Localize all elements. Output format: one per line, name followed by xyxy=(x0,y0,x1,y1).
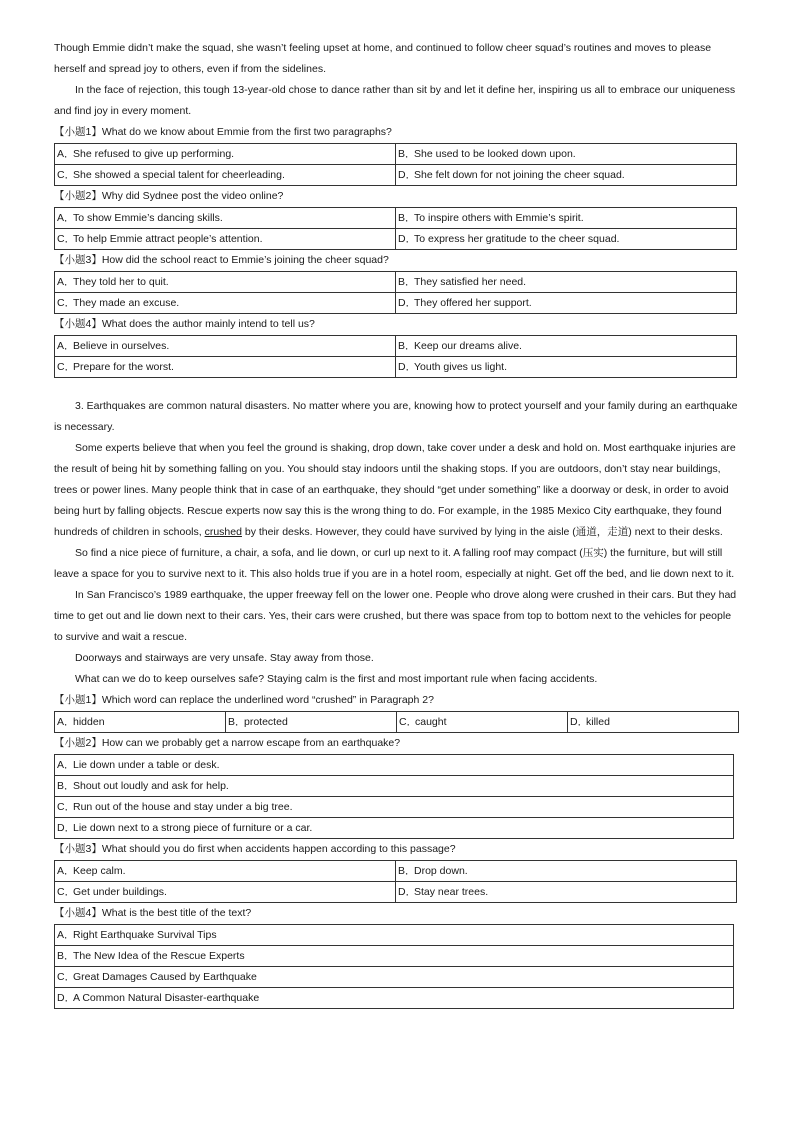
underlined-word: crushed xyxy=(204,526,242,538)
option-letter: B． xyxy=(398,340,416,352)
passage-paragraph: In San Francisco’s 1989 earthquake, the upper freeway fell on the lower one. People who drove along were crushed in their cars. But they had time to get out and lie down next to their cars. Yes, their cars were crushed, but there was space from top to bottom next to the vehicles for people to survive and wait a rescue. xyxy=(54,589,737,643)
option-a[interactable] xyxy=(55,336,396,357)
option-text: She felt down for not joining the cheer squad. xyxy=(414,169,625,181)
option-c[interactable] xyxy=(55,165,396,186)
option-text: Shout out loudly and ask for help. xyxy=(73,780,229,792)
document-page xyxy=(54,38,740,1009)
option-letter: D． xyxy=(398,169,417,181)
question-label: 【小题2】Why did Sydnee post the video online? xyxy=(54,190,284,202)
option-letter: C． xyxy=(57,297,76,309)
option-d[interactable] xyxy=(55,818,734,839)
option-letter: D． xyxy=(57,992,76,1004)
option-text: She refused to give up performing. xyxy=(73,148,235,160)
option-letter: D． xyxy=(398,361,417,373)
option-c[interactable] xyxy=(55,229,396,250)
option-letter: B． xyxy=(228,716,246,728)
options-table xyxy=(54,754,734,839)
option-d[interactable] xyxy=(396,357,737,378)
option-text: Keep our dreams alive. xyxy=(414,340,522,352)
option-b[interactable] xyxy=(396,144,737,165)
option-text: To inspire others with Emmie’s spirit. xyxy=(414,212,584,224)
option-letter: A． xyxy=(57,340,75,352)
section-gap xyxy=(54,378,740,396)
options-table xyxy=(54,271,737,314)
option-text: Keep calm. xyxy=(73,865,126,877)
option-letter: B． xyxy=(57,780,75,792)
option-letter: B． xyxy=(398,276,416,288)
options-table xyxy=(54,143,737,186)
option-text: Drop down. xyxy=(414,865,468,877)
option-text: To express her gratitude to the cheer squad. xyxy=(414,233,620,245)
option-letter: B． xyxy=(398,865,416,877)
option-letter: C． xyxy=(57,361,76,373)
option-text: Lie down under a table or desk. xyxy=(73,759,220,771)
option-c[interactable] xyxy=(55,882,396,903)
option-text: She used to be looked down upon. xyxy=(414,148,576,160)
option-letter: D． xyxy=(398,886,417,898)
passage-paragraph xyxy=(54,438,740,543)
option-letter: A． xyxy=(57,148,75,160)
option-c[interactable] xyxy=(397,712,568,733)
question-label: 【小题1】What do we know about Emmie from the first two paragraphs? xyxy=(54,126,392,138)
question-label: 【小题3】What should you do first when accidents happen according to this passage? xyxy=(54,843,456,855)
option-d[interactable] xyxy=(396,293,737,314)
option-letter: A． xyxy=(57,865,75,877)
option-text: caught xyxy=(415,716,447,728)
option-c[interactable] xyxy=(55,357,396,378)
options-table xyxy=(54,335,737,378)
option-c[interactable] xyxy=(55,967,734,988)
options-table xyxy=(54,860,737,903)
option-d[interactable] xyxy=(396,165,737,186)
option-b[interactable] xyxy=(55,776,734,797)
option-text: Right Earthquake Survival Tips xyxy=(73,929,217,941)
option-letter: A． xyxy=(57,759,75,771)
passage-paragraph: What can we do to keep ourselves safe? Staying calm is the first and most important rule when facing accidents. xyxy=(75,673,598,685)
option-a[interactable] xyxy=(55,861,396,882)
option-c[interactable] xyxy=(55,797,734,818)
paragraph-text: by their desks. However, they could have survived by lying in the aisle (通道，走道) next to their desks. xyxy=(241,526,723,538)
option-letter: C． xyxy=(57,801,76,813)
option-text: Great Damages Caused by Earthquake xyxy=(73,971,257,983)
option-text: Youth gives us light. xyxy=(414,361,508,373)
option-b[interactable] xyxy=(226,712,397,733)
option-text: Get under buildings. xyxy=(73,886,167,898)
option-text: She showed a special talent for cheerleading. xyxy=(73,169,285,181)
option-b[interactable] xyxy=(396,336,737,357)
option-letter: A． xyxy=(57,276,75,288)
option-a[interactable] xyxy=(55,925,734,946)
option-text: The New Idea of the Rescue Experts xyxy=(73,950,245,962)
option-a[interactable] xyxy=(55,755,734,776)
option-text: hidden xyxy=(73,716,105,728)
option-b[interactable] xyxy=(55,946,734,967)
option-b[interactable] xyxy=(396,861,737,882)
options-table xyxy=(54,711,739,733)
option-text: protected xyxy=(244,716,288,728)
option-letter: B． xyxy=(398,148,416,160)
option-text: killed xyxy=(586,716,610,728)
option-text: Prepare for the worst. xyxy=(73,361,174,373)
option-letter: A． xyxy=(57,716,75,728)
option-text: They made an excuse. xyxy=(73,297,180,309)
question-label: 【小题4】What is the best title of the text? xyxy=(54,907,252,919)
question-label: 【小题1】Which word can replace the underlined word “crushed” in Paragraph 2? xyxy=(54,694,434,706)
option-d[interactable] xyxy=(568,712,739,733)
option-a[interactable] xyxy=(55,144,396,165)
option-d[interactable] xyxy=(55,988,734,1009)
option-text: Run out of the house and stay under a big tree. xyxy=(73,801,293,813)
option-text: They satisfied her need. xyxy=(414,276,527,288)
option-letter: A． xyxy=(57,212,75,224)
option-letter: B． xyxy=(57,950,75,962)
option-letter: C． xyxy=(57,233,76,245)
option-b[interactable] xyxy=(396,272,737,293)
option-letter: D． xyxy=(398,233,417,245)
option-a[interactable] xyxy=(55,272,396,293)
question-label: 【小题2】How can we probably get a narrow escape from an earthquake? xyxy=(54,737,401,749)
option-letter: C． xyxy=(399,716,418,728)
option-c[interactable] xyxy=(55,293,396,314)
option-b[interactable] xyxy=(396,208,737,229)
option-a[interactable] xyxy=(55,712,226,733)
option-letter: C． xyxy=(57,886,76,898)
option-text: A Common Natural Disaster-earthquake xyxy=(73,992,260,1004)
option-letter: D． xyxy=(570,716,589,728)
option-a[interactable] xyxy=(55,208,396,229)
option-text: To show Emmie’s dancing skills. xyxy=(73,212,223,224)
option-d[interactable] xyxy=(396,229,737,250)
option-text: They told her to quit. xyxy=(73,276,169,288)
option-letter: C． xyxy=(57,971,76,983)
paragraph-text: Some experts believe that when you feel the ground is shaking, drop down, take cover under a desk and hold on. Most earthquake injuries are the result of being hit by something falling on you. You should stay indoors until the shaking stops. If you are outdoors, don’t stay near buildings, trees or power lines. Many people think that in case of an earthquake, they should “get under something” like a doorway or desk, in order to avoid being hurt by falling objects. Rescue experts now say this is the wrong thing to do. For example, in the 1985 Mexico City earthquake, they found hundreds of children in schools, xyxy=(54,442,736,538)
option-text: Stay near trees. xyxy=(414,886,489,898)
passage-paragraph: In the face of rejection, this tough 13-year-old chose to dance rather than sit by and let it define her, inspiring us all to embrace our uniqueness and find joy in every moment. xyxy=(54,84,736,117)
option-letter: A． xyxy=(57,929,75,941)
option-text: They offered her support. xyxy=(414,297,532,309)
options-table xyxy=(54,207,737,250)
option-d[interactable] xyxy=(396,882,737,903)
passage-paragraph: Though Emmie didn’t make the squad, she wasn’t feeling upset at home, and continued to follow cheer squad’s routines and moves to please herself and spread joy to others, even if from the sidelines. xyxy=(54,42,712,75)
option-text: Lie down next to a strong piece of furniture or a car. xyxy=(73,822,313,834)
question-label: 【小题4】What does the author mainly intend to tell us? xyxy=(54,318,315,330)
question-label: 【小题3】How did the school react to Emmie’s joining the cheer squad? xyxy=(54,254,389,266)
passage-paragraph: So find a nice piece of furniture, a chair, a sofa, and lie down, or curl up next to it. A falling roof may compact (压实) the furniture, but will still leave a space for you to survive next to it. This also holds true if you are in a hotel room, especially at night. Get off the bed, and lie down next to it. xyxy=(54,547,735,580)
passage-paragraph: 3. Earthquakes are common natural disasters. No matter where you are, knowing how to protect yourself and your family during an earthquake is necessary. xyxy=(54,400,738,433)
option-letter: D． xyxy=(398,297,417,309)
option-text: To help Emmie attract people’s attention. xyxy=(73,233,263,245)
option-letter: B． xyxy=(398,212,416,224)
option-letter: C． xyxy=(57,169,76,181)
option-letter: D． xyxy=(57,822,76,834)
option-text: Believe in ourselves. xyxy=(73,340,170,352)
passage-paragraph: Doorways and stairways are very unsafe. Stay away from those. xyxy=(75,652,374,664)
options-table xyxy=(54,924,734,1009)
